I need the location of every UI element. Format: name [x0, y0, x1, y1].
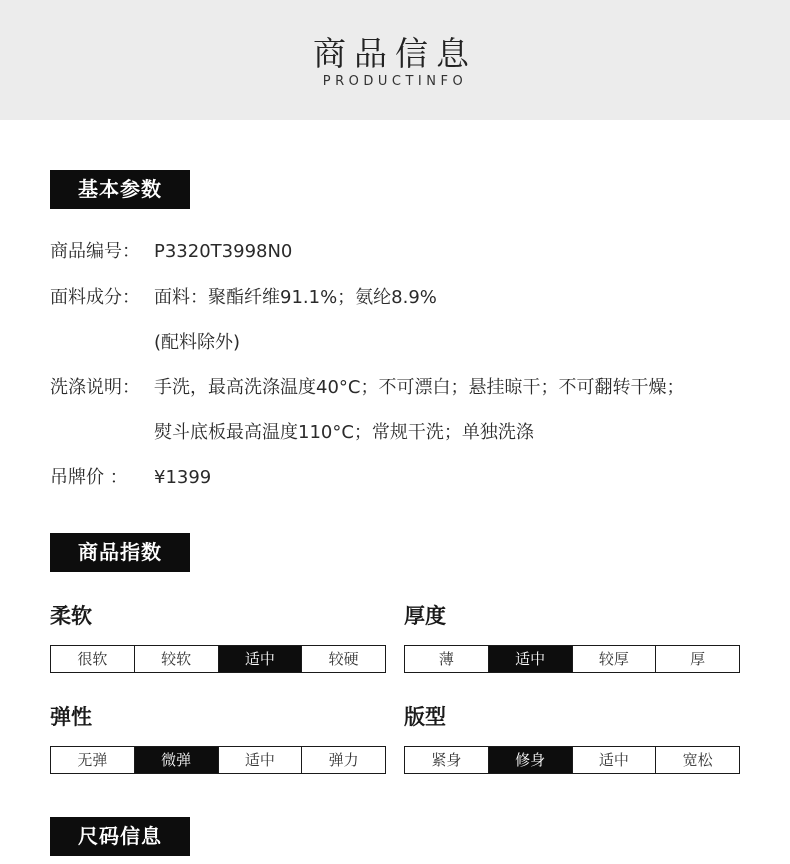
price-row [50, 463, 211, 489]
wash-row [50, 373, 684, 399]
fit-title: 版型 [404, 705, 446, 729]
section-heading-size: 尺码信息 [50, 817, 190, 856]
wash-value-line1: 手洗，最高洗涤温度40°C；不可漂白；悬挂晾干；不可翻转干燥； [154, 377, 685, 398]
page-title: 商品信息 [313, 34, 477, 73]
elasticity-scale [50, 746, 386, 774]
thickness-option: 薄 [438, 650, 454, 668]
fabric-value-line1: 面料：聚酯纤维91.1%；氨纶8.9% [154, 287, 437, 308]
fit-option-selected: 修身 [488, 747, 572, 773]
elasticity-option: 适中 [218, 747, 302, 773]
fit-option: 适中 [572, 747, 656, 773]
softness-title: 柔软 [50, 604, 92, 628]
product-code-label: 商品编号： [50, 241, 140, 262]
header-banner [0, 0, 790, 120]
softness-option: 较软 [134, 646, 218, 672]
softness-option: 较硬 [301, 646, 385, 672]
product-code-row [50, 237, 292, 263]
product-code-value: P3320T3998N0 [154, 241, 293, 262]
elasticity-option-selected: 微弹 [134, 747, 218, 773]
wash-label: 洗涤说明： [50, 377, 140, 398]
page-subtitle: PRODUCTINFO [322, 74, 468, 89]
elasticity-option: 无弹 [77, 751, 108, 769]
section-heading-basic: 基本参数 [50, 170, 190, 209]
softness-option: 很软 [77, 650, 108, 668]
thickness-scale [404, 645, 740, 673]
wash-value-line2: 熨斗底板最高温度110°C；常规干洗；单独洗涤 [154, 422, 534, 443]
fabric-row [50, 283, 437, 309]
price-value: ¥1399 [154, 467, 212, 488]
thickness-title: 厚度 [404, 604, 446, 628]
thickness-option: 较厚 [572, 646, 656, 672]
elasticity-title: 弹性 [50, 705, 92, 729]
section-heading-index: 商品指数 [50, 533, 190, 572]
softness-option-selected: 适中 [218, 646, 302, 672]
fit-option: 紧身 [431, 751, 462, 769]
price-label: 吊牌价 ： [50, 467, 128, 488]
softness-scale [50, 645, 386, 673]
fabric-label: 面料成分： [50, 287, 140, 308]
thickness-option-selected: 适中 [488, 646, 572, 672]
elasticity-option: 弹力 [301, 747, 385, 773]
fabric-value-line2: (配料除外) [154, 332, 241, 353]
fit-scale [404, 746, 740, 774]
thickness-option: 厚 [655, 646, 739, 672]
fit-option: 宽松 [655, 747, 739, 773]
